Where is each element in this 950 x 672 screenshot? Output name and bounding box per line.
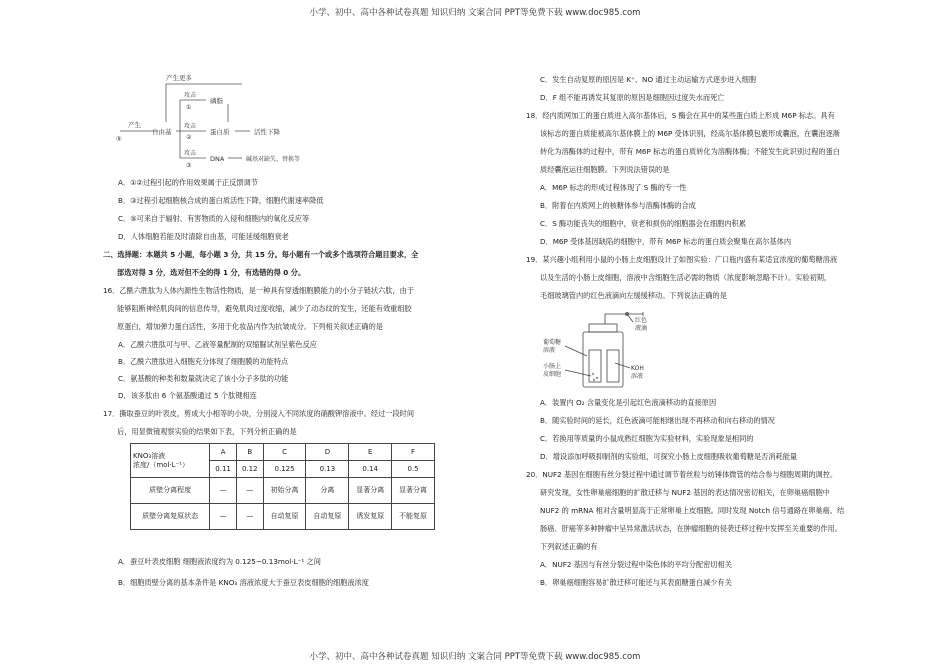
q20-option-a: A．NUF2 基因与有丝分裂过程中染色体的平均分配密切相关 xyxy=(540,560,732,569)
table-cell: 初始分离 xyxy=(263,478,306,504)
step3-mark: ③ xyxy=(186,162,192,169)
q16-option-b: B．乙酰六胜肽进入细胞充分体现了细胞膜的功能特点 xyxy=(118,357,289,366)
q20-stem-line1: 20．NUF2 基因在细胞有丝分裂过程中通过调节着丝粒与纺锤体微管的结合参与细胞周期的调控。 xyxy=(526,470,838,479)
red-drop-label-2: 液滴 xyxy=(635,325,648,332)
table-cell: 0.13 xyxy=(306,461,349,478)
q19-option-d: D．增设添加呼吸抑制剂的实验组，可探究小肠上皮细胞吸收葡萄糖是否消耗能量 xyxy=(540,452,798,461)
table-cell: 不能复原 xyxy=(392,504,435,530)
q16-option-c: C．氨基酸的种类和数量就决定了该小分子多肽的功能 xyxy=(118,374,289,383)
glucose-label-1: 葡萄糖 xyxy=(543,339,562,346)
attack1-label: 攻击 xyxy=(184,92,197,99)
attack3-label: 攻击 xyxy=(184,150,197,157)
q20-stem-line4: 肠癌、肝癌等多种肿瘤中呈异常激活状态，在肿瘤细胞的侵袭迁移过程中发挥至关重要的作用。 xyxy=(540,524,842,533)
table-col-header: B xyxy=(236,444,263,461)
table-cell: — xyxy=(236,504,263,530)
page-footer: 小学、初中、高中各种试卷真题 知识归纳 文案合同 PPT等免费下载 www.doc985.com xyxy=(309,652,641,662)
q15-option-b: B．③过程引起细胞核合成的蛋白质活性下降，细胞代谢速率降低 xyxy=(118,196,324,205)
table-cell: 0.125 xyxy=(263,461,306,478)
q19-option-c: C．若换用等质量的小鼠成熟红细胞为实验材料，实验现象是相同的 xyxy=(540,434,754,443)
q18-option-d: D．M6P 受体基因缺陷的细胞中，带有 M6P 标志的蛋白质会聚集在高尔基体内 xyxy=(540,237,792,246)
q17-stem-line1: 17．撕取蚕豆的叶表皮，剪成大小相等的小块，分别浸入不同浓度的硝酸钾溶液中。经过一段时间 xyxy=(103,409,415,418)
table-cell: 诱发复原 xyxy=(349,504,392,530)
kno3-table xyxy=(130,443,435,530)
q18-stem-line2: 该标志的蛋白质能被高尔基体膜上的 M6P 受体识别，经高尔基体膜包裹形成囊泡，在囊泡逐渐 xyxy=(540,129,840,138)
table-cell: 显著分离 xyxy=(349,478,392,504)
apparatus-diagram xyxy=(535,308,685,390)
q20-stem-line3: NUF2 的 mRNA 相对含量明显高于正常卵巢上皮细胞。同时发现 Notch 信号通路在卵巢癌、结 xyxy=(540,506,845,515)
table-cell: 0.12 xyxy=(236,461,263,478)
q17-option-c: C．发生自动复原的原因是 K⁺、NO 通过主动运输方式逐步进入细胞 xyxy=(540,75,757,84)
table-col-header: C xyxy=(263,444,306,461)
section2-heading-line2: 部选对得 3 分，选对但不全的得 1 分，有选错的得 0 分。 xyxy=(117,268,306,277)
q20-stem-line2: 研究发现，女性卵巢癌细胞的扩散迁移与 NUF2 基因的表达情况密切相关，在卵巢癌细胞中 xyxy=(540,488,830,497)
table-col-header: E xyxy=(349,444,392,461)
free-radical-diagram xyxy=(110,72,310,172)
table-cell: 分离 xyxy=(306,478,349,504)
step2-mark: ② xyxy=(186,134,192,141)
q16-option-d: D．该多肽由 6 个氨基酸通过 5 个肽键相连 xyxy=(118,391,257,400)
attack2-label: 攻击 xyxy=(184,123,197,130)
q16-stem-line3: 原蛋白，增加弹力蛋白活性，多用于化妆品内作为抗皱成分。下列相关叙述正确的是 xyxy=(117,322,383,331)
cells-label-2: 皮细胞 xyxy=(543,371,562,378)
table-row xyxy=(131,444,435,461)
table-cell: 自动复原 xyxy=(263,504,306,530)
q18-option-a: A．M6P 标志的形成过程体现了 S 酶的专一性 xyxy=(540,183,687,192)
table-cell: 显著分离 xyxy=(392,478,435,504)
table-cell: 0.14 xyxy=(349,461,392,478)
q18-option-c: C．S 酶功能丧失的细胞中，衰老和损伤的细胞器会在细胞内积累 xyxy=(540,219,746,228)
table-row xyxy=(131,504,435,530)
step1-mark: ① xyxy=(186,104,192,111)
koh-label-1: KOH xyxy=(631,365,644,372)
protein-label: 蛋白质 xyxy=(210,128,230,136)
table-col-header: D xyxy=(306,444,349,461)
q19-stem-line3: 毛细玻璃管内的红色液滴向左缓缓移动。下列说法正确的是 xyxy=(540,291,727,300)
table-corner-cell: KNO₃溶液 浓度/（mol·L⁻¹） xyxy=(131,444,210,478)
source-mark: ⑤ xyxy=(116,135,122,143)
activity-down-label: 活性下降 xyxy=(254,128,280,136)
red-drop-label-1: 红色 xyxy=(635,317,648,324)
dna-label: DNA xyxy=(210,155,225,163)
produce-label: 产生 xyxy=(128,121,141,129)
free-radical-label: 自由基 xyxy=(152,128,172,136)
q19-option-b: B．随实验时间的延长，红色液滴可能相继出现不再移动和向右移动的情况 xyxy=(540,416,775,425)
top-label: 产生更多 xyxy=(166,74,192,82)
table-cell: — xyxy=(210,504,237,530)
red-drop-marker xyxy=(625,312,629,316)
table-col-header: F xyxy=(392,444,435,461)
table-cell: 0.11 xyxy=(210,461,237,478)
q18-stem-line4: 质经囊泡运往细胞膜。下列说法错误的是 xyxy=(540,165,670,174)
table-col-header: A xyxy=(210,444,237,461)
q16-stem-line2: 能够阻断神经肌肉间的信息传导，避免肌肉过度收缩，减少了动态纹的发生，还能有效重组胶 xyxy=(117,304,412,313)
section2-heading-line1: 二、选择题：本题共 5 小题，每小题 3 分，共 15 分。每小题有一个或多个选项符合题目要求，全 xyxy=(103,250,419,259)
koh-label-2: 溶液 xyxy=(631,373,644,380)
q18-stem-line3: 转化为溶酶体的过程中，带有 M6P 标志的蛋白质转化为溶酶体酶；不能发生此识别过程的蛋白 xyxy=(540,147,840,156)
q19-stem-line2: 以及生活的小肠上皮细胞，溶液中含细胞生活必需的物质（浓度影响忽略不计）。实验初期， xyxy=(540,273,832,282)
q19-option-a: A．装置内 O₂ 含量变化是引起红色液滴移动的直接原因 xyxy=(540,398,717,407)
page-header: 小学、初中、高中各种试卷真题 知识归纳 文案合同 PPT等免费下载 www.doc985.com xyxy=(309,8,641,18)
q19-stem-line1: 19．某兴趣小组利用小鼠的小肠上皮细胞设计了如图实验：广口瓶内盛有某适宜浓度的葡萄糖溶液 xyxy=(526,255,838,264)
q15-option-a: A．①②过程引起的作用效果属于正反馈调节 xyxy=(118,178,258,187)
q17-stem-line2: 后，用显微镜观察实验的结果如下表，下列分析正确的是 xyxy=(117,427,297,436)
q18-option-b: B．附着在内质网上的核糖体参与溶酶体酶的合成 xyxy=(540,201,696,210)
q17-option-a: A．蚕豆叶表皮细胞 细胞液浓度约为 0.125~0.13mol·L⁻¹ 之间 xyxy=(118,557,321,566)
q17-option-b: B．细胞质壁分离的基本条件是 KNO₃ 溶液浓度大于蚕豆表皮细胞的细胞液浓度 xyxy=(118,578,369,587)
table-cell: 自动复原 xyxy=(306,504,349,530)
q16-stem-line1: 16．乙酰六胜肽为人体内源性生物活性物质，是一种具有穿透细胞膜能力的小分子链状六肽，由于 xyxy=(103,286,415,295)
q20-stem-line5: 下列叙述正确的有 xyxy=(540,542,598,551)
q17-option-d: D．F 组不能再诱发其复原的原因是细胞因过度失水而死亡 xyxy=(540,93,725,102)
q16-option-a: A．乙酰六胜肽可与甲、乙液等量配制的双缩脲试剂呈紫色反应 xyxy=(118,340,317,349)
q15-option-c: C．⑤可来自于辐射、有害物质的入侵和细胞内的氧化反应等 xyxy=(118,214,310,223)
table-row-label: 质壁分离程度 xyxy=(131,478,210,504)
glucose-label-2: 溶液 xyxy=(543,347,556,354)
mutation-label: 碱基对缺失、替换等 xyxy=(246,156,301,163)
table-cell: 0.5 xyxy=(392,461,435,478)
q20-option-b: B．卵巢癌细胞容易扩散迁移可能还与其表面糖蛋白减少有关 xyxy=(540,578,732,587)
phospholipid-label: 磷脂 xyxy=(210,97,223,105)
q15-option-d: D．人体细胞若能及时清除自由基，可能延缓细胞衰老 xyxy=(118,232,289,241)
table-row-label: 质壁分离复原状态 xyxy=(131,504,210,530)
table-cell: — xyxy=(210,478,237,504)
table-row xyxy=(131,478,435,504)
q18-stem-line1: 18．经内质网加工的蛋白质进入高尔基体后，S 酶会在其中的某些蛋白质上形成 M6P 标志。具有 xyxy=(526,111,835,120)
table-cell: — xyxy=(236,478,263,504)
cells-label-1: 小肠上 xyxy=(543,363,562,370)
